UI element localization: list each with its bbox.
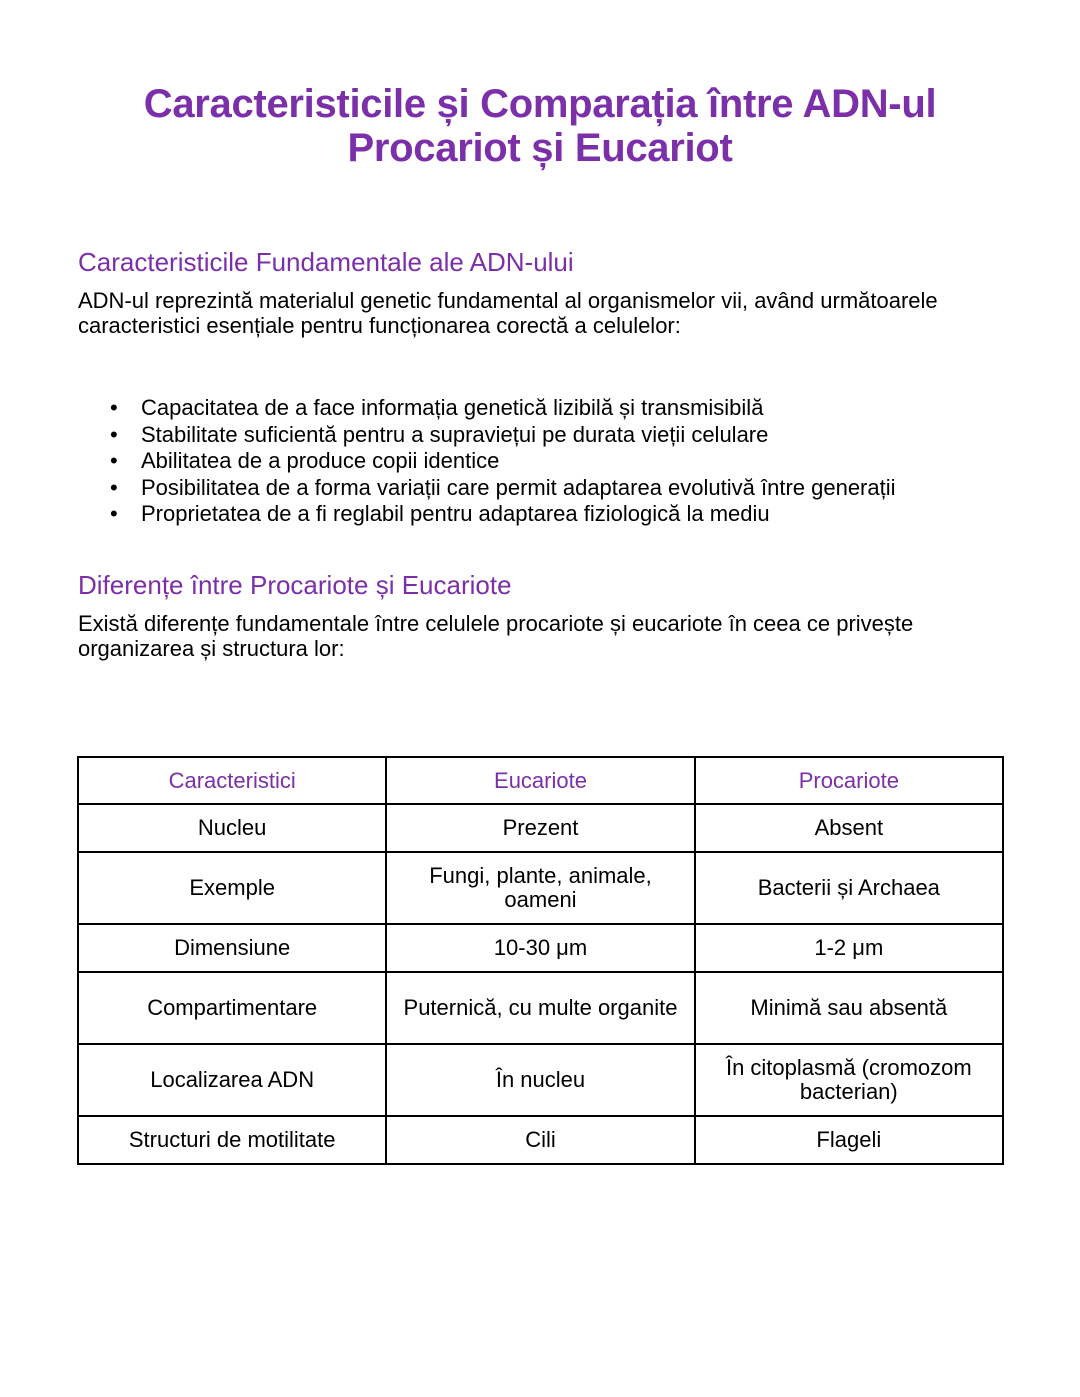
list-item-text: Posibilitatea de a forma variații care permit adaptarea evolutivă între generații [141, 474, 896, 500]
table-row [78, 924, 1003, 972]
section-heading-dna-characteristics: Caracteristicile Fundamentale ale ADN-ului [78, 247, 574, 277]
table-cell: În citoplasmă (cromozom bacterian) [695, 1044, 1003, 1116]
table-cell: Cili [386, 1116, 694, 1164]
table-cell: Fungi, plante, animale, oameni [386, 852, 694, 924]
table-row [78, 972, 1003, 1044]
section-paragraph-dna-characteristics: ADN-ul reprezintă materialul genetic fundamental al organismelor vii, având următoarele caracteristici esențiale pentru funcționarea corectă a celulelor: [78, 288, 938, 338]
bullet-icon: • [110, 501, 118, 526]
table-cell: Nucleu [78, 804, 386, 852]
table-cell: 10-30 μm [386, 924, 694, 972]
table-cell: Structuri de motilitate [78, 1116, 386, 1164]
table-cell: Absent [695, 804, 1003, 852]
table-cell: Flageli [695, 1116, 1003, 1164]
table-cell: Dimensiune [78, 924, 386, 972]
table-header-cell: Eucariote [386, 757, 694, 804]
bullet-icon: • [110, 474, 118, 500]
table-cell: Bacterii și Archaea [695, 852, 1003, 924]
table-header-row [78, 757, 1003, 804]
table-row [78, 852, 1003, 924]
table-cell: Puternică, cu multe organite [386, 972, 694, 1044]
section-paragraph-differences: Există diferențe fundamentale între celulele procariote și eucariote în ceea ce privește organizarea și structura lor: [78, 611, 914, 661]
bullet-icon: • [110, 448, 118, 473]
table-cell: Compartimentare [78, 972, 386, 1044]
table-cell: Localizarea ADN [78, 1044, 386, 1116]
bullet-icon: • [110, 395, 118, 420]
list-item-text: Abilitatea de a produce copii identice [141, 448, 500, 473]
section-heading-differences: Diferențe între Procariote și Eucariote [78, 570, 512, 600]
list-item [108, 395, 896, 422]
list-item [108, 448, 896, 475]
table-header-cell: Caracteristici [78, 757, 386, 804]
table-row [78, 1044, 1003, 1116]
table-header-cell: Procariote [695, 757, 1003, 804]
comparison-table [77, 756, 1004, 1165]
table-row [78, 804, 1003, 852]
bullet-icon: • [110, 421, 118, 447]
list-item [108, 422, 896, 449]
table-cell: În nucleu [386, 1044, 694, 1116]
table-cell: 1-2 μm [695, 924, 1003, 972]
list-item [108, 475, 896, 502]
list-item-text: Stabilitate suficientă pentru a supraviețui pe durata vieții celulare [141, 421, 769, 447]
dna-characteristics-list [108, 395, 896, 528]
table-cell: Minimă sau absentă [695, 972, 1003, 1044]
table-row [78, 1116, 1003, 1164]
list-item-text: Proprietatea de a fi reglabil pentru adaptarea fiziologică la mediu [141, 501, 770, 526]
page-title: Caracteristicile și Comparația între ADN-ul Procariot și Eucariot [143, 82, 937, 170]
table-cell: Prezent [386, 804, 694, 852]
list-item-text: Capacitatea de a face informația genetică lizibilă și transmisibilă [141, 395, 764, 420]
list-item [108, 501, 896, 528]
table-cell: Exemple [78, 852, 386, 924]
